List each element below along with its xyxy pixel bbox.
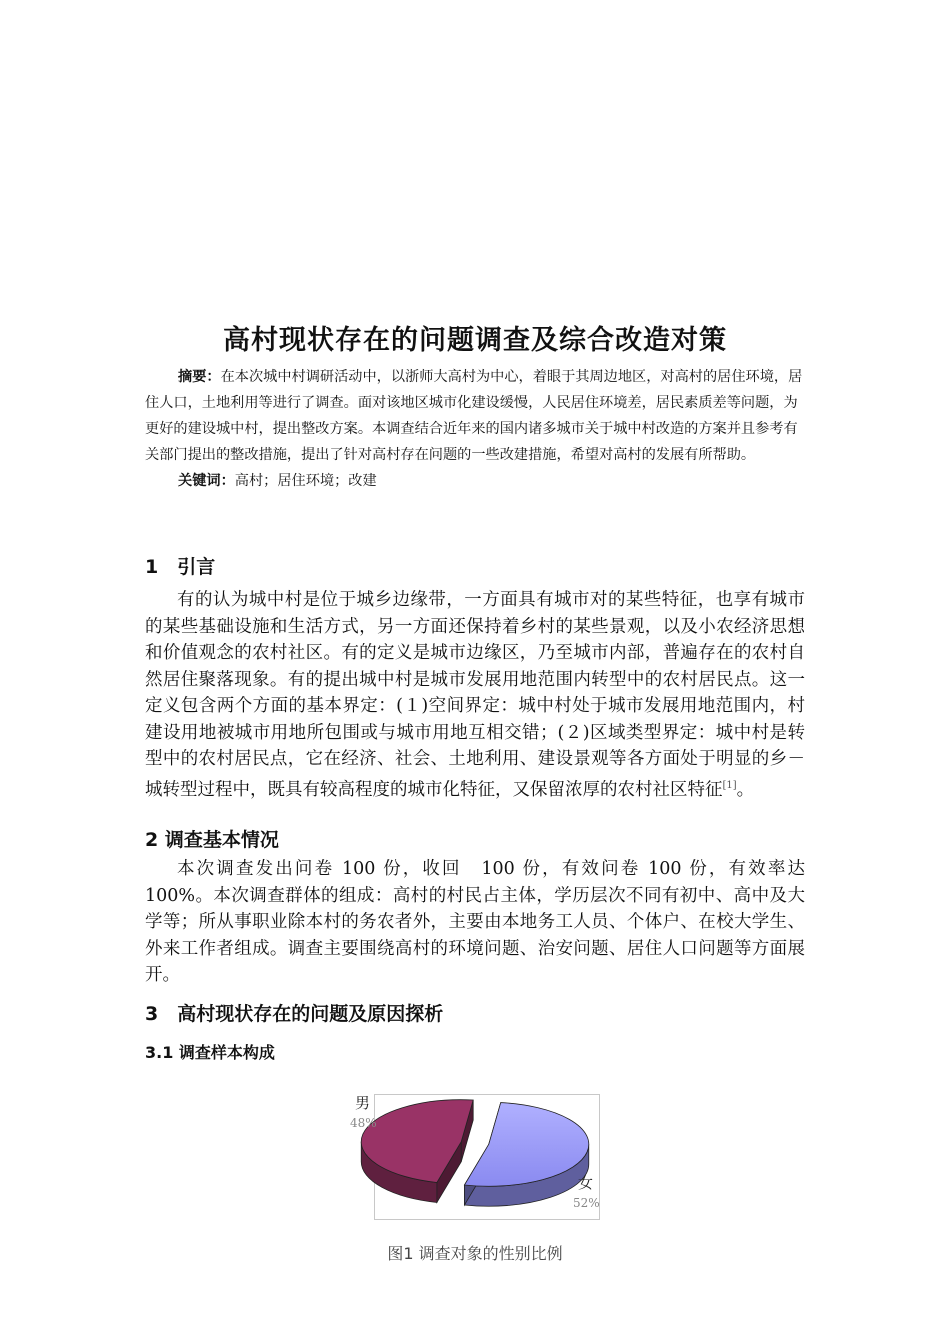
paper-title: 高村现状存在的问题调查及综合改造对策 [223,325,727,356]
section-2-body [145,856,805,989]
pie-value-male: 48% [350,1116,377,1130]
keywords-line [145,468,805,494]
pie-value-female: 52% [573,1196,600,1210]
abstract [145,364,805,494]
citation-ref: [1] [722,779,737,791]
keywords-text: 高村；居住环境；改建 [234,473,377,489]
keywords-label: 关键词： [178,473,235,489]
section-1-body [145,587,805,803]
pie-label-male: 男 [355,1094,371,1112]
gender-pie-chart [340,1085,620,1225]
section-3-heading: 3 高村现状存在的问题及原因探析 [145,1003,444,1025]
pie-label-female: 女 [578,1174,594,1192]
abstract-text: 在本次城中村调研活动中，以浙师大高村为中心，着眼于其周边地区，对高村的居住环境，居住人口，土地利用等进行了调查。面对该地区城市化建设缓慢，人民居住环境差，居民素质差等问题，为更好的建设城中村，提出整改方案。本调查结合近年来的国内诸多城市关于城中村改造的方案并且参考有关部门提出的整改措施，提出了针对高村存在问题的一些改建措施，希望对高村的发展有所帮助。 [145,369,803,463]
section-2-paragraph: 本次调查发出问卷 100 份，收回 100 份，有效问卷 100 份，有效率达100%。本次调查群体的组成：高村的村民占主体，学历层次不同有初中、高中及大学等；所从事职业除本村的务农者外，主要由本地务工人员、个体户、在校大学生、外来工作者组成。调查主要围绕高村的环境问题、治安问题、居住人口问题等方面展开。 [145,859,805,985]
pie-slice-male [361,1100,473,1203]
figure-caption: 图1 调查对象的性别比例 [387,1244,563,1263]
section-1-text: 有的认为城中村是位于城乡边缘带，一方面具有城市对的某些特征，也享有城市的某些基础设施和生活方式，另一方面还保持着乡村的某些景观，以及小农经济思想和价值观念的农村社区。有的定义是城市边缘区，乃至城市内部，普遍存在的农村自然居住聚落现象。有的提出城中村是城市发展用地范围内转型中的农村居民点。这一定义包含两个方面的基本界定：(１)空间界定：城中村处于城市发展用地范围内，村建设用地被城市用地所包围或与城市用地互相交错；(２)区域类型界定：城中村是转型中的农村居民点，它在经济、社会、土地利用、建设景观等各方面处于明显的乡－城转型过程中，既具有较高程度的城市化特征，又保留浓厚的农村社区特征 [145,590,805,800]
section-1-paragraph [145,587,805,803]
pie-slice-female [464,1103,588,1207]
abstract-paragraph [145,364,805,468]
abstract-label: 摘要： [178,369,221,385]
section-1-end: 。 [736,779,755,800]
section-3-1-heading: 3.1 调查样本构成 [145,1043,275,1062]
section-2-heading: 2 调查基本情况 [145,829,279,851]
section-1-heading: 1 引言 [145,556,216,578]
